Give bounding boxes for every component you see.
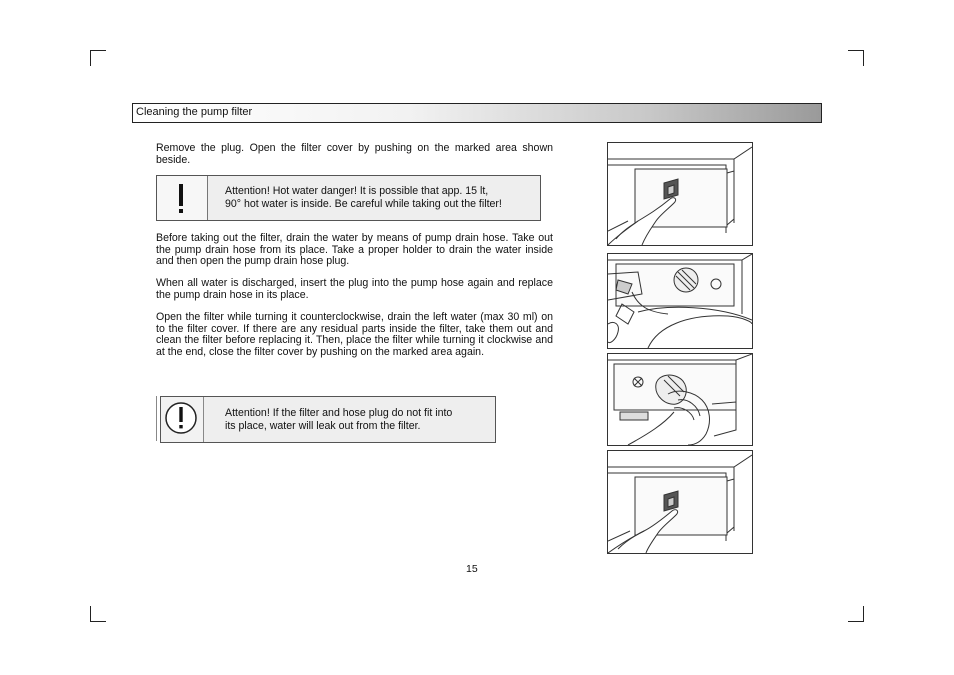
- illustration-open-filter-cover: [607, 142, 753, 246]
- warning-box-filter-fit: [160, 396, 496, 443]
- paragraph-remove-plug: Remove the plug. Open the filter cover by pushing on the marked area shown beside.: [156, 142, 553, 166]
- paragraph-drain-water: Before taking out the filter, drain the water by means of pump drain hose. Take out the pump drain hose from its place. Take a proper holder to drain the water inside and then open the pump drain hose plug.: [156, 232, 553, 268]
- illustration-drain-hose: [607, 253, 753, 349]
- warning-box-side-rule: [156, 396, 157, 441]
- illustration-close-filter-cover: [607, 450, 753, 554]
- warning-text-line: Attention! If the filter and hose plug do not fit into: [225, 407, 453, 419]
- illustration-remove-filter: [607, 353, 753, 446]
- exclamation-circle-icon: [161, 397, 204, 442]
- page-number: 15: [466, 563, 478, 575]
- crop-mark-bottom-left-h: [90, 621, 106, 622]
- crop-mark-bottom-left-v: [90, 606, 91, 622]
- crop-mark-bottom-right-v: [863, 606, 864, 622]
- exclamation-icon: [157, 176, 208, 220]
- crop-mark-top-right-v: [863, 50, 864, 66]
- paragraph-open-filter: Open the filter while turning it counterclockwise, drain the left water (max 30 ml) on to the filter cover. If there are any residual parts inside the filter, take them out and clean the filter before replacing it. Then, place the filter while turning it clockwise and at the end, close the filter cover by pushing on the marked area again.: [156, 311, 553, 358]
- crop-mark-top-right-h: [848, 50, 864, 51]
- warning-text-line: its place, water will leak out from the filter.: [225, 419, 421, 432]
- warning-text-line: 90° hot water is inside. Be careful while taking out the filter!: [225, 197, 502, 210]
- section-title: Cleaning the pump filter: [136, 106, 253, 118]
- warning-box-hot-water: [156, 175, 541, 221]
- crop-mark-top-left-h: [90, 50, 106, 51]
- crop-mark-top-left-v: [90, 50, 91, 66]
- section-header-bar: [132, 103, 822, 123]
- crop-mark-bottom-right-h: [848, 621, 864, 622]
- paragraph-insert-plug: When all water is discharged, insert the plug into the pump hose again and replace the pump drain hose in its place.: [156, 277, 553, 301]
- warning-text-line: Attention! Hot water danger! It is possible that app. 15 lt,: [225, 185, 489, 197]
